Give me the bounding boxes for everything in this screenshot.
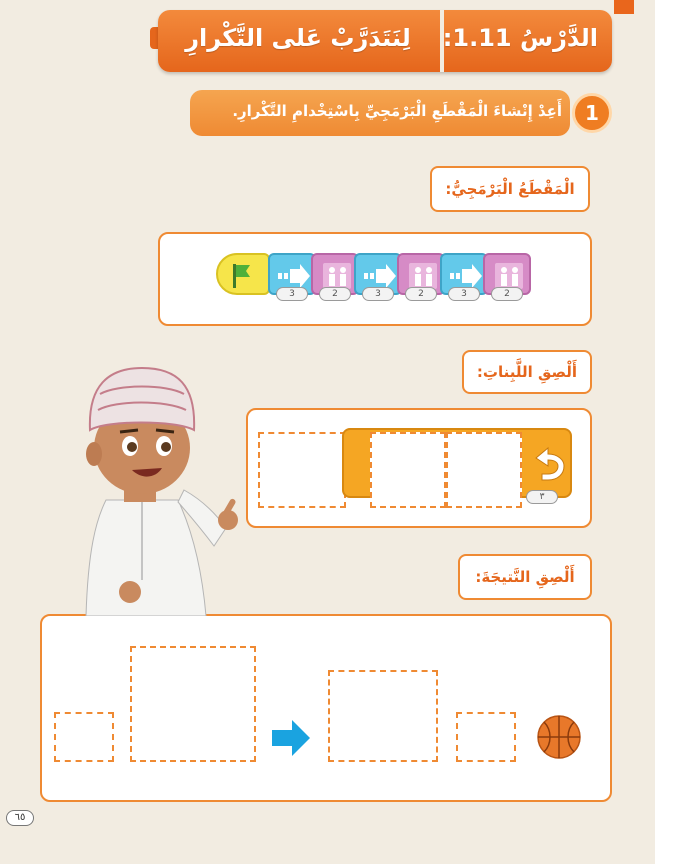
repeat-inner-slot[interactable] [446,432,522,508]
lesson-title: لِنَتَدَرَّبْ عَلى التَّكْرارِ [185,24,411,52]
boy-character-illustration [66,350,246,616]
move-count-badge[interactable]: 3 [276,287,308,301]
repeat-count-badge[interactable]: ٣ [526,490,558,504]
person-count-badge[interactable]: 2 [491,287,523,301]
right-arrow-icon [270,718,312,758]
lesson-number-label: الدَّرْسُ 1.11: [442,24,598,52]
lesson-title-bar [158,10,612,72]
green-flag-icon [224,261,254,291]
result-panel [40,614,612,802]
result-paste-slot[interactable] [130,646,256,762]
person-count-badge[interactable]: 2 [405,287,437,301]
move-count-badge[interactable]: 3 [448,287,480,301]
repeat-inner-slot[interactable] [370,432,446,508]
result-paste-slot[interactable] [328,670,438,762]
paste-result-label: أَلْصِقِ النَّتيجَةَ: [458,554,592,600]
page-right-margin [655,0,680,864]
result-paste-slot[interactable] [456,712,516,762]
repeat-arrow-icon [528,444,568,484]
paste-slot[interactable] [258,432,346,508]
move-count-badge[interactable]: 3 [362,287,394,301]
person-count-badge[interactable]: 2 [319,287,351,301]
corner-tab [614,0,634,14]
basketball-icon [536,714,582,760]
program-label: الْمَقْطَعُ الْبَرْمَجِيُّ: [430,166,590,212]
result-paste-slot[interactable] [54,712,114,762]
instruction-text: أَعِدْ إِنْشاءَ الْمَقْطَعِ الْبَرْمَجِيِّ بِاسْتِخْدامِ التَّكْرارِ. [232,102,562,120]
green-flag-block[interactable] [216,253,270,295]
page-number: ٦٥ [6,810,34,826]
paste-blocks-label: أَلْصِقِ اللَّبِناتِ: [462,350,592,394]
program-blocks [216,253,536,305]
step-number-badge: 1 [572,93,612,133]
instruction-bar [190,90,570,136]
